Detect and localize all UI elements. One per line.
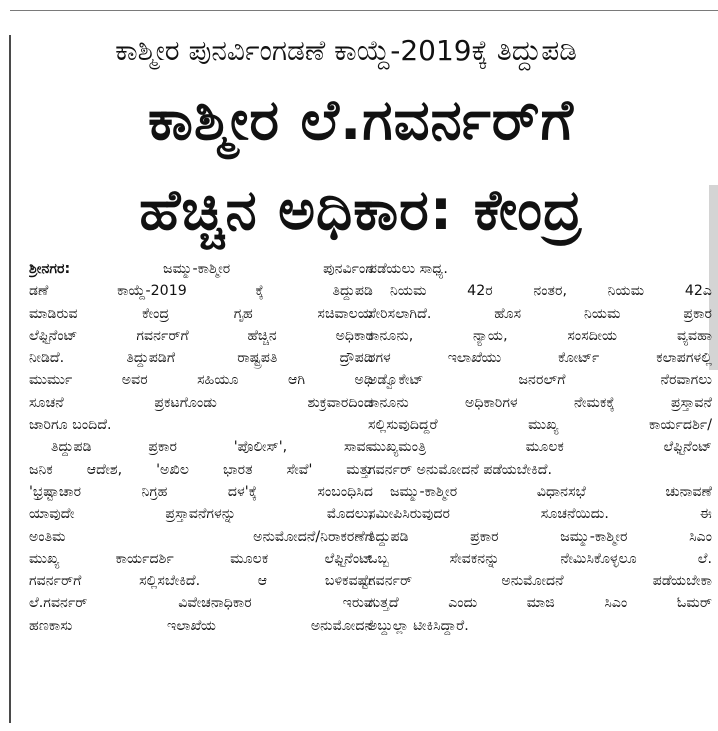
body-line: ಅಂತಿಮ ಅನುಮೋದನೆ/ನಿರಾಕರಣೆಗೆ: [29, 528, 373, 545]
body-line: ಸೇರಿಸಲಾಗಿದೆ. ಹೊಸ ನಿಯಮ ಪ್ರಕಾರ: [368, 305, 712, 322]
body-line: ಜಾರಿಗೂ ಬಂದಿದೆ.: [29, 417, 112, 434]
body-line: ತಿದ್ದುಪಡಿ ಪ್ರಕಾರ ಜಮ್ಮು-ಕಾಶ್ಮೀರ ಸಿಎಂ: [368, 528, 712, 545]
body-line: ಶ್ರೀನಗರ: ಜಮ್ಮು-ಕಾಶ್ಮೀರ ಪುನರ್ವಿಂಗ: [29, 261, 373, 277]
body-line: ಡಣೆ ಕಾಯ್ದೆ-2019 ಕ್ಕೆ ತಿದ್ದುಪಡಿ: [29, 283, 373, 300]
left-column: [29, 258, 373, 637]
top-rule: [10, 10, 718, 11]
body-line: ಸೂಚನೆ ಪ್ರಕಟಗೊಂಡು ಶುಕ್ರವಾರದಿಂದ: [29, 394, 373, 411]
body-line: ನೀಡಿದೆ. ತಿದ್ದುಪಡಿಗೆ ರಾಷ್ಟ್ರಪತಿ ದ್ರೌಪದಿ: [29, 350, 373, 367]
body-line: ಅಡ್ವೊಕೇಟ್ ಜನರಲ್‌ಗೆ ನೆರವಾಗಲು: [368, 372, 712, 389]
left-column-rule: [9, 35, 11, 723]
body-line: ಲೆ.ಗವರ್ನರ್ ವಿವೇಚನಾಧಿಕಾರ ಇರುವ: [29, 595, 373, 612]
body-line: ಹಣಕಾಸು ಇಲಾಖೆಯ ಅನುಮೋದನೆ: [29, 617, 373, 634]
body-line: ಪಡೆಯಲು ಸಾಧ್ಯ.: [368, 261, 448, 277]
body-line: ಗವರ್ನರ್ ಅನುಮೋದನೆ ಪಡೆಯಬೇಕಿದೆ.: [368, 461, 552, 478]
right-column: [368, 258, 712, 637]
body-line: ಸಮೀಪಿಸಿರುವುದರ ಸೂಚನೆಯಿದು. ಈ: [368, 506, 712, 523]
body-line: ಗವರ್ನರ್ ಅನುಮೋದನೆ ಪಡೆಯಬೇಕಾ: [368, 573, 712, 590]
body-line: ಮುಖ್ಯ ಕಾರ್ಯದರ್ಶಿ ಮೂಲಕ ಲೆಫ್ಟಿನೆಂಟ್: [29, 550, 373, 567]
body-line: ಕಾನೂನು, ನ್ಯಾಯ, ಸಂಸದೀಯ ವ್ಯವಹಾ: [368, 327, 712, 344]
body-line: ಲೆಫ್ಟಿನೆಂಟ್ ಗವರ್ನರ್‌ಗೆ ಹೆಚ್ಚಿನ ಅಧಿಕಾರ: [29, 327, 373, 344]
headline-line-2: ಹೆಚ್ಚಿನ ಅಧಿಕಾರ: ಕೇಂದ್ರ: [139, 178, 583, 243]
headline-line-1: ಕಾಶ್ಮೀರ ಲೆ.ಗವರ್ನರ್‌ಗೆ: [147, 88, 575, 153]
body-line: ಜನಿಕ ಆದೇಶ, 'ಅಖಿಲ ಭಾರತ ಸೇವೆ' ಮತ್ತು: [29, 461, 373, 478]
body-line: 'ಭ್ರಷ್ಟಾಚಾರ ನಿಗ್ರಹ ದಳ'ಕ್ಕೆ ಸಂಬಂಧಿಸಿದ: [29, 483, 373, 500]
body-line: ಗುತ್ತದೆ ಎಂದು ಮಾಜಿ ಸಿಎಂ ಓಮರ್: [368, 595, 712, 612]
body-line: ಗವರ್ನರ್‌ಗೆ ಸಲ್ಲಿಸಬೇಕಿದೆ. ಆ ಬಳಿಕವಷ್ಟೇ: [29, 573, 373, 590]
body-line: ಜಮ್ಮು-ಕಾಶ್ಮೀರ ವಿಧಾನಸಭೆ ಚುನಾವಣೆ: [390, 483, 712, 500]
article-kicker: ಕಾಶ್ಮೀರ ಪುನರ್ವಿಂಗಡಣೆ ಕಾಯ್ದೆ-2019ಕ್ಕೆ ತಿದ್ದುಪಡಿ: [115, 34, 577, 67]
body-line: ಮಾಡಿರುವ ಕೇಂದ್ರ ಗೃಹ ಸಚಿವಾಲಯ: [29, 305, 373, 322]
body-line: ರಗಳ ಇಲಾಖೆಯು ಕೋರ್ಟ್ ಕಲಾಪಗಳಲ್ಲಿ: [368, 350, 712, 367]
dateline: ಶ್ರೀನಗರ:: [29, 261, 71, 277]
body-line: ಕಾನೂನು ಅಧಿಕಾರಿಗಳ ನೇಮಕಕ್ಕೆ ಪ್ರಸ್ತಾವನೆ: [368, 394, 712, 411]
body-line: ಮುರ್ಮು ಅವರ ಸಹಿಯೂ ಆಗಿ ಅಧಿ: [29, 372, 373, 389]
body-line: ನಿಯಮ 42ರ ನಂತರ, ನಿಯಮ 42ಎ: [390, 283, 712, 300]
body-line: ತಿದ್ದುಪಡಿ ಪ್ರಕಾರ 'ಪೊಲೀಸ್', ಸಾರ್ವ: [51, 439, 373, 456]
body-line: ಮುಖ್ಯಮಂತ್ರಿ ಮೂಲಕ ಲೆಫ್ಟಿನೆಂಟ್: [368, 439, 712, 456]
body-line: ಯಾವುದೇ ಪ್ರಸ್ತಾವನೆಗಳನ್ನು ಮೊದಲು,: [29, 506, 373, 523]
body-line: ಸಲ್ಲಿಸುವುದಿದ್ದರೆ ಮುಖ್ಯ ಕಾರ್ಯದರ್ಶಿ/: [368, 417, 712, 434]
body-line: ಒಬ್ಬ ಸೇವಕನನ್ನು ನೇಮಿಸಿಕೊಳ್ಳಲೂ ಲೆ.: [368, 550, 712, 567]
body-line: ಅಬ್ದುಲ್ಲಾ ಟೀಕಿಸಿದ್ದಾರೆ.: [368, 617, 469, 634]
